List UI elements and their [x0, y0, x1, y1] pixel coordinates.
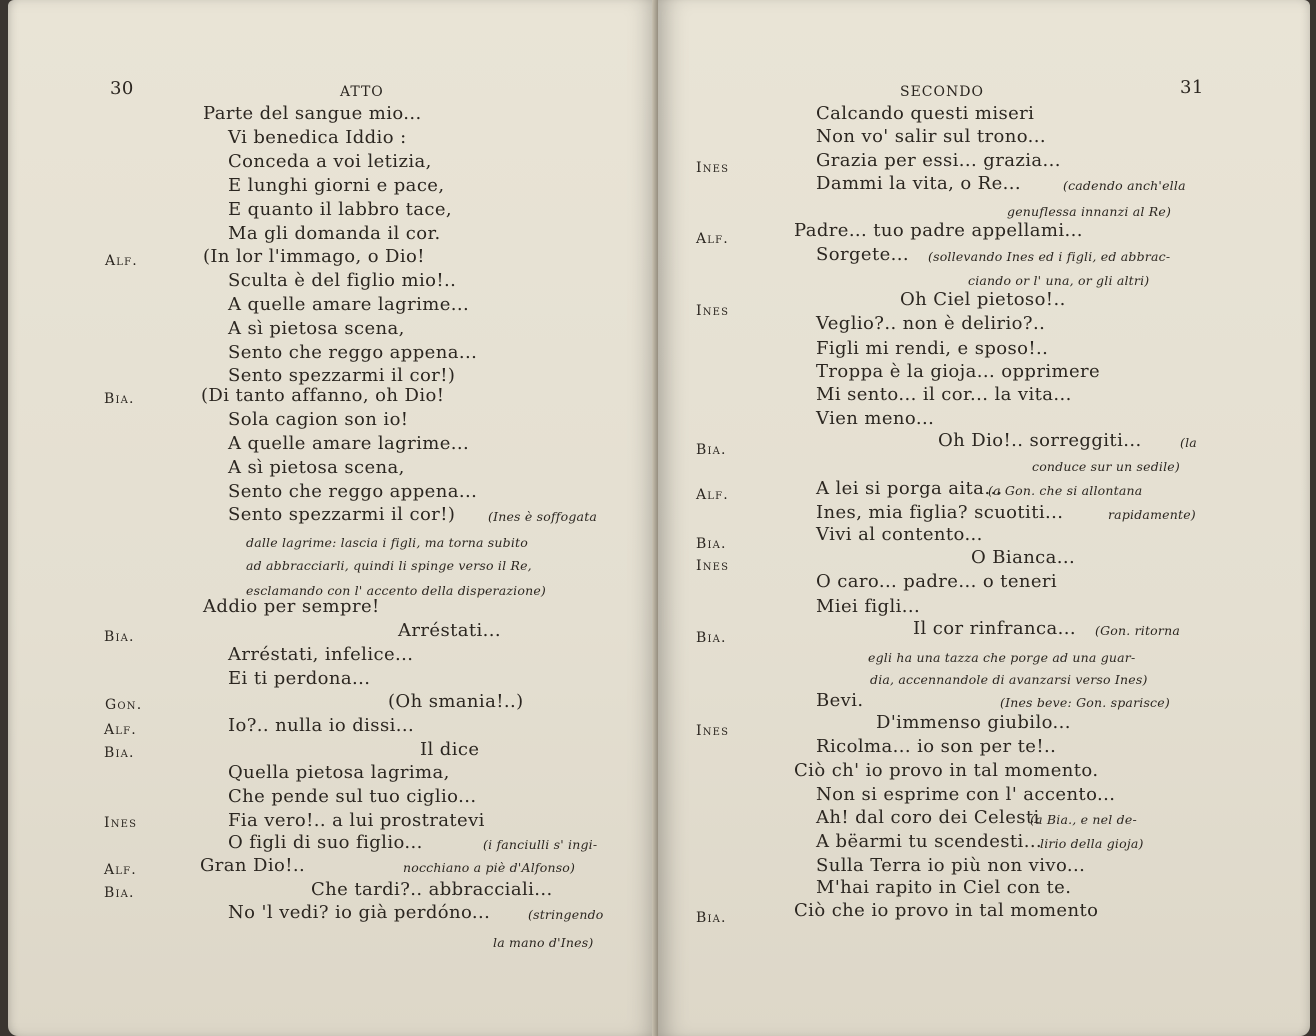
- stage-direction: conduce sur un sedile): [1032, 459, 1180, 474]
- stage-direction: dalle lagrime: lascia i figli, ma torna subito: [246, 535, 529, 550]
- running-head: ATTO: [340, 84, 384, 100]
- speaker-label: Bia.: [104, 885, 135, 901]
- speaker-label: Ines: [696, 723, 730, 739]
- verse-line: Il cor rinfranca...: [913, 618, 1076, 639]
- verse-line: Ei ti perdona...: [228, 668, 371, 689]
- speaker-label: Bia.: [696, 630, 727, 646]
- speaker-label: Bia.: [104, 745, 135, 761]
- verse-line: Calcando questi miseri: [816, 103, 1035, 124]
- verse-line: Oh Ciel pietoso!..: [900, 289, 1066, 310]
- verse-line: A lei si porga aita...: [816, 478, 1003, 499]
- speaker-label: Ines: [696, 303, 730, 319]
- stage-direction: (Ines è soffogata: [488, 509, 598, 524]
- verse-line: Sento spezzarmi il cor!): [228, 365, 456, 386]
- verse-line: Ciò ch' io provo in tal momento.: [794, 760, 1099, 781]
- verse-line: Io?.. nulla io dissi...: [228, 715, 415, 736]
- stage-direction: ciando or l' una, or gli altri): [968, 273, 1150, 288]
- verse-line: Figli mi rendi, e sposo!..: [816, 338, 1049, 359]
- verse-line: Fia vero!.. a lui prostratevi: [228, 810, 485, 831]
- stage-direction: egli ha una tazza che porge ad una guar-: [868, 650, 1136, 665]
- verse-line: Sorgete...: [816, 244, 909, 265]
- verse-line: Grazia per essi... grazia...: [816, 150, 1061, 171]
- speaker-label: Alf.: [104, 722, 137, 738]
- verse-line: (Oh smania!..): [388, 691, 524, 712]
- verse-line: Sento spezzarmi il cor!): [228, 504, 456, 525]
- speaker-label: Ines: [696, 558, 730, 574]
- stage-direction: (sollevando Ines ed i figli, ed abbrac-: [928, 249, 1171, 264]
- speaker-label: Bia.: [696, 910, 727, 926]
- stage-direction: (cadendo anch'ella: [1063, 178, 1186, 193]
- verse-line: Ma gli domanda il cor.: [228, 223, 441, 244]
- stage-direction: nocchiano a piè d'Alfonso): [403, 860, 576, 875]
- verse-line: Dammi la vita, o Re...: [816, 173, 1022, 194]
- stage-direction: (a Bia., e nel de-: [1030, 812, 1137, 827]
- verse-line: Ines, mia figlia? scuotiti...: [816, 502, 1064, 523]
- verse-line: Sento che reggo appena...: [228, 342, 478, 363]
- verse-line: O Bianca...: [971, 547, 1076, 568]
- speaker-label: Alf.: [104, 862, 137, 878]
- stage-direction: (la: [1180, 435, 1197, 450]
- verse-line: Vien meno...: [816, 408, 935, 429]
- verse-line: Parte del sangue mio...: [203, 103, 422, 124]
- verse-line: Vi benedica Iddio :: [228, 127, 407, 148]
- verse-line: Troppa è la gioja... opprimere: [816, 361, 1101, 382]
- verse-line: Quella pietosa lagrima,: [228, 762, 450, 783]
- verse-line: Veglio?.. non è delirio?..: [816, 313, 1046, 334]
- verse-line: Miei figli...: [816, 596, 921, 617]
- right-page: [658, 0, 1310, 1036]
- stage-direction: (i fanciulli s' ingi-: [483, 837, 598, 852]
- verse-line: E quanto il labbro tace,: [228, 199, 453, 220]
- verse-line: Conceda a voi letizia,: [228, 151, 432, 172]
- stage-direction: lirio della gioja): [1040, 836, 1144, 851]
- verse-line: Che pende sul tuo ciglio...: [228, 786, 477, 807]
- verse-line: A sì pietosa scena,: [228, 457, 405, 478]
- speaker-label: Ines: [696, 160, 730, 176]
- page-number: 30: [110, 78, 134, 99]
- stage-direction: esclamando con l' accento della disperazione): [246, 583, 546, 598]
- speaker-label: Alf.: [696, 487, 729, 503]
- verse-line: Ah! dal coro dei Celesti: [816, 807, 1040, 828]
- speaker-label: Bia.: [696, 442, 727, 458]
- stage-direction: genuflessa innanzi al Re): [1007, 204, 1172, 219]
- stage-direction: (Ines beve: Gon. sparisce): [1000, 695, 1170, 710]
- verse-line: A bëarmi tu scendesti...: [816, 831, 1043, 852]
- verse-line: Sulla Terra io più non vivo...: [816, 855, 1086, 876]
- speaker-label: Ines: [104, 815, 138, 831]
- verse-line: (In lor l'immago, o Dio!: [203, 246, 425, 267]
- speaker-label: Alf.: [696, 231, 729, 247]
- verse-line: Ciò che io provo in tal momento: [794, 900, 1099, 921]
- verse-line: Arréstati, infelice...: [228, 644, 414, 665]
- verse-line: Vivi al contento...: [816, 524, 983, 545]
- stage-direction: rapidamente): [1108, 507, 1196, 522]
- verse-line: A sì pietosa scena,: [228, 318, 405, 339]
- stage-direction: (a Gon. che si allontana: [988, 483, 1143, 498]
- speaker-label: Alf.: [105, 253, 138, 269]
- stage-direction: dia, accennandole di avanzarsi verso Ines): [870, 672, 1148, 687]
- verse-line: Oh Dio!.. sorreggiti...: [938, 430, 1142, 451]
- verse-line: Non si esprime con l' accento...: [816, 784, 1116, 805]
- verse-line: Gran Dio!..: [200, 855, 306, 876]
- verse-line: A quelle amare lagrime...: [228, 294, 470, 315]
- left-page: [8, 0, 658, 1036]
- stage-direction: la mano d'Ines): [493, 935, 594, 950]
- verse-line: Sento che reggo appena...: [228, 481, 478, 502]
- speaker-label: Bia.: [696, 536, 727, 552]
- verse-line: Arréstati...: [398, 620, 502, 641]
- verse-line: Non vo' salir sul trono...: [816, 126, 1047, 147]
- verse-line: D'immenso giubilo...: [876, 712, 1071, 733]
- running-head: SECONDO: [900, 84, 984, 100]
- page-number: 31: [1180, 77, 1204, 98]
- verse-line: Il dice: [420, 739, 480, 760]
- speaker-label: Bia.: [104, 629, 135, 645]
- verse-line: M'hai rapito in Ciel con te.: [816, 877, 1072, 898]
- stage-direction: (Gon. ritorna: [1095, 623, 1180, 638]
- verse-line: Padre... tuo padre appellami...: [794, 220, 1083, 241]
- verse-line: Mi sento... il cor... la vita...: [816, 384, 1072, 405]
- verse-line: O figli di suo figlio...: [228, 832, 423, 853]
- verse-line: A quelle amare lagrime...: [228, 433, 470, 454]
- verse-line: (Di tanto affanno, oh Dio!: [201, 385, 445, 406]
- verse-line: Addio per sempre!: [203, 596, 380, 617]
- verse-line: Ricolma... io son per te!..: [816, 736, 1057, 757]
- verse-line: Bevi.: [816, 690, 864, 711]
- speaker-label: Bia.: [104, 391, 135, 407]
- verse-line: O caro... padre... o teneri: [816, 571, 1058, 592]
- verse-line: Sola cagion son io!: [228, 409, 409, 430]
- speaker-label: Gon.: [105, 697, 143, 713]
- verse-line: Sculta è del figlio mio!..: [228, 270, 457, 291]
- stage-direction: ad abbracciarli, quindi li spinge verso il Re,: [246, 558, 532, 573]
- verse-line: Che tardi?.. abbracciali...: [311, 879, 553, 900]
- stage-direction: (stringendo: [528, 907, 604, 922]
- verse-line: E lunghi giorni e pace,: [228, 175, 445, 196]
- verse-line: No 'l vedi? io già perdóno...: [228, 902, 491, 923]
